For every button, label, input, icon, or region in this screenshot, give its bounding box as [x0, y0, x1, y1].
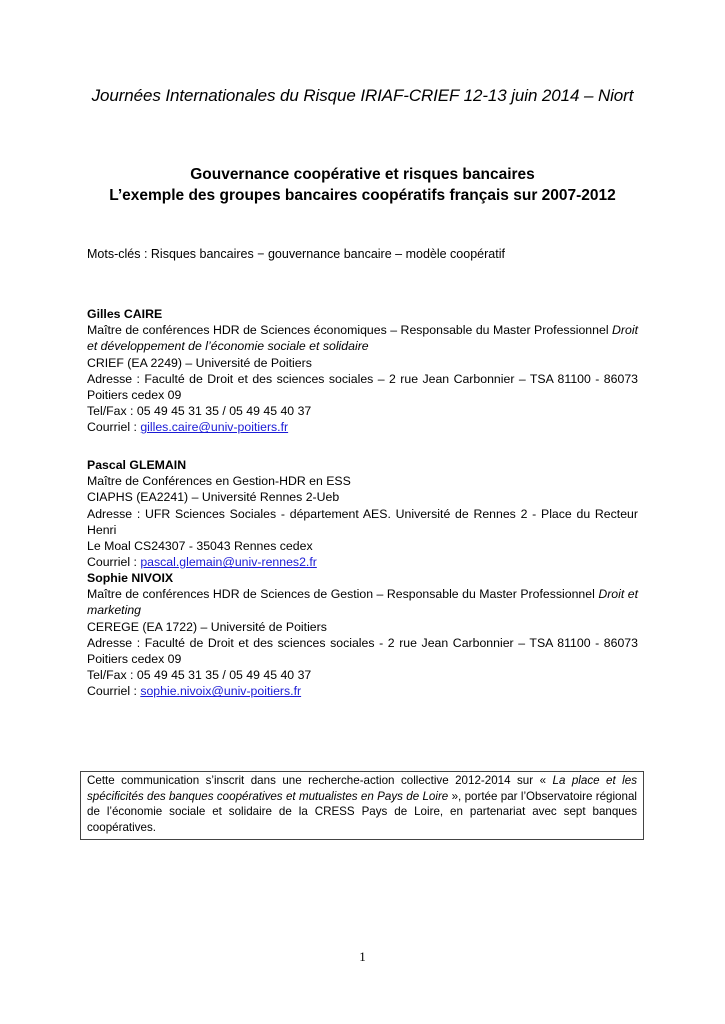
author-email-row — [87, 554, 638, 570]
author-address-line2: Poitiers cedex 09 — [87, 652, 182, 667]
master-title-continued: et développement de l’économie sociale et solidaire — [87, 339, 369, 354]
author-email-row — [87, 683, 638, 699]
author-position — [87, 322, 638, 338]
author-address-line1: Adresse : UFR Sciences Sociales - département AES. Université de Rennes 2 - Place du Recteur Henri — [87, 506, 638, 537]
author-lab: CIAPHS (EA2241) – Université Rennes 2-Ueb — [87, 490, 340, 505]
email-label: Courriel : — [87, 555, 141, 570]
master-title: Droit et — [598, 587, 639, 602]
conference-title: Journées Internationales du Risque IRIAF-CRIEF 12-13 juin 2014 – Niort — [91, 86, 634, 105]
author-block-caire — [87, 306, 638, 436]
master-title-continued: marketing — [87, 603, 141, 618]
note-text-before: Cette communication s’inscrit dans une recherche-action collective 2012-2014 sur « — [87, 774, 553, 787]
position-text: Maître de conférences HDR de Sciences économiques – Responsable du Master Professionnel — [87, 323, 613, 338]
paper-title-line1: Gouvernance coopérative et risques bancaires — [190, 166, 535, 183]
author-name: Gilles CAIRE — [87, 307, 163, 321]
author-position — [87, 586, 638, 602]
email-label: Courriel : — [87, 684, 141, 699]
author-address-line2: Poitiers cedex 09 — [87, 388, 182, 403]
paper-title-line2: L’exemple des groupes bancaires coopératifs français sur 2007-2012 — [109, 187, 616, 204]
paper-title — [0, 164, 725, 206]
email-link[interactable]: sophie.nivoix@univ-poitiers.fr — [140, 684, 302, 699]
author-lab: CRIEF (EA 2249) – Université de Poitiers — [87, 355, 312, 370]
master-title: Droit — [612, 323, 638, 338]
author-phone: Tel/Fax : 05 49 45 31 35 / 05 49 45 40 37 — [87, 404, 312, 419]
author-lab: CEREGE (EA 1722) – Université de Poitiers — [87, 619, 327, 634]
author-phone: Tel/Fax : 05 49 45 31 35 / 05 49 45 40 37 — [87, 668, 312, 683]
note-project-title: La place et les spécificités des banques coopératives et mutualistes en Pays de Loire — [87, 774, 637, 803]
page-number: 1 — [359, 949, 366, 964]
author-address-line1: Adresse : Faculté de Droit et des sciences sociales – 2 rue Jean Carbonnier – TSA 81100 - 86073 — [87, 371, 638, 386]
email-link[interactable]: gilles.caire@univ-poitiers.fr — [140, 420, 289, 435]
author-block-nivoix — [87, 570, 638, 700]
author-address-line1: Adresse : Faculté de Droit et des sciences sociales - 2 rue Jean Carbonnier – TSA 81100 - 86073 — [87, 635, 638, 650]
author-email-row — [87, 419, 638, 435]
keywords: Mots-clés : Risques bancaires − gouvernance bancaire – modèle coopératif — [87, 247, 505, 261]
note-text-after: », portée par l’Observatoire régional de l’économie sociale et solidaire de la CRESS Pays de Loire, en partenariat avec sept banques coopératives. — [87, 789, 637, 834]
author-name: Pascal GLEMAIN — [87, 458, 187, 472]
email-link[interactable]: pascal.glemain@univ-rennes2.fr — [140, 555, 317, 570]
author-position: Maître de Conférences en Gestion-HDR en ESS — [87, 474, 351, 489]
research-note-box — [80, 771, 644, 840]
author-block-glemain — [87, 457, 638, 570]
position-text: Maître de conférences HDR de Sciences de Gestion – Responsable du Master Professionnel — [87, 587, 599, 602]
email-label: Courriel : — [87, 420, 141, 435]
author-address-line2: Le Moal CS24307 - 35043 Rennes cedex — [87, 539, 313, 554]
author-name: Sophie NIVOIX — [87, 571, 174, 585]
